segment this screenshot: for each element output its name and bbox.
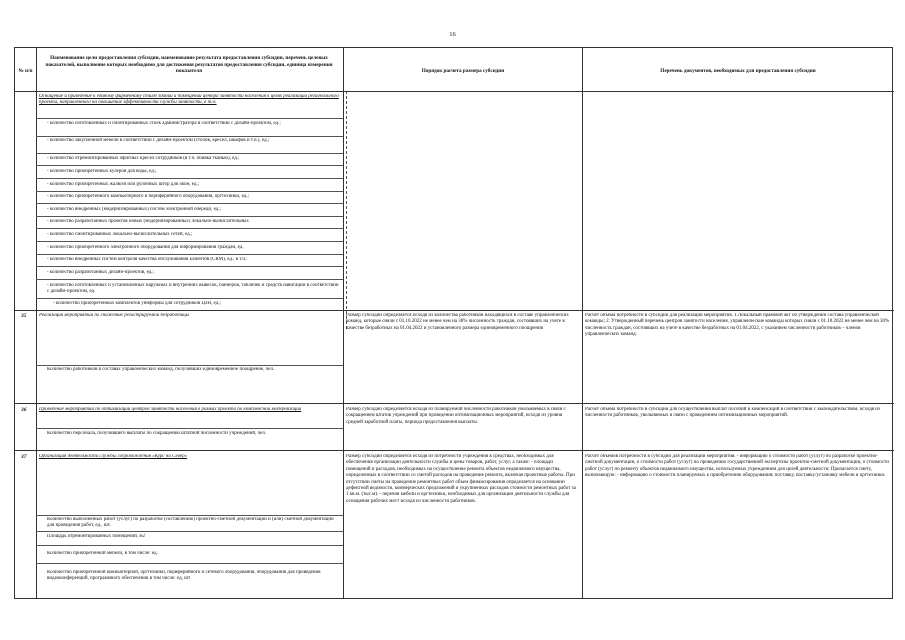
row-divider <box>36 298 343 299</box>
list-item: - количество внедренных (модернизированных) систем электронной очереди, ед.; <box>47 207 221 212</box>
row-divider <box>15 450 894 451</box>
section-title: Оснащение и приведение к единому фирменному стилю зданий и помещений центра занятости населения в целях реализации регионального проекта, направленного на повышение эффективности службы занятости, в т.ч: <box>39 94 339 106</box>
indicator: Количество работников в составах управленческих команд, получивших единовременное поощрение, чел. <box>47 367 275 372</box>
row-divider <box>15 403 894 404</box>
docs-text: Расчет объема потребности в субсидии для осуществления выплат пособий и компенсаций в соответствии с законодательством, исходя из численности работников, увольняемых в связи с проведением оптимизационных мероприятий. <box>585 407 880 419</box>
row-title: Проведение мероприятий по оптимизации центров занятости населения в рамках проекта по комплексной модернизации <box>39 407 302 412</box>
row-divider <box>36 216 343 217</box>
header-col-goal: Наименование цели предоставления субсидии, наименование результата предоставления субсидии, перечень целевых показателей, выполнение которых необходимо для достижения результатов предоставления субсидии, единица измерения показателя <box>45 55 333 75</box>
list-item: - количество приобретенного компьютерного и периферийного оборудования, оргтехники, ед.; <box>47 194 249 199</box>
indicator: Количество приобретенной компьютерной, оргтехники, периферийного и сетевого оборудования, оборудования для проведения видеоконференций, программного обеспечения в том числе: ед, шт <box>47 570 321 582</box>
row-divider <box>36 531 343 532</box>
row-divider <box>36 279 343 280</box>
row-divider <box>36 178 343 179</box>
docs-text: Расчет объемов потребности в субсидии для реализации мероприятия. - информацию о стоимости работ (услуг) по разработке проектно-сметной документации, о стоимости работ (услуг) по проведению государственной экспертизы проектно-сметной документации, о стоимости работ (услуг) по ремонту объектов недвижимого имущества, используемых учреждением для целей деятельности; Прилагается смету, включающую: - информацию о стоимости планируемых к приобретению оборудования; поставку, поставку/установку мебели и оргтехники. <box>585 454 889 479</box>
row-title: Организация деятельности службы сопровождения «Курс на Север» <box>39 454 188 459</box>
docs-text: Расчет объема потребности в субсидии для реализации мероприятия. 1.Локальный правовой акт об утверждении состава управленческой команды; 2. Утвержденный перечень центров занятости населения, управленческие команды которых сняли с 01.10.2022 не менее чем на 30% численность граждан, состоявших на учете в качестве безработных на 01.04.2022, с указанием численности работников – членов управленческих команд. <box>585 313 890 338</box>
list-item: - количество отремонтированных офисных кресел сотрудников (в т.ч. обивка тканью), ед.; <box>47 156 240 161</box>
row-divider <box>15 310 894 311</box>
list-item: - количество приобретенных кулеров для воды, ед.; <box>47 169 157 174</box>
row-divider <box>36 563 343 564</box>
indicator: Количество выполненных работ (услуг) по разработке (составлению) проектно-сметной документации и (или) сметной документации для проведения работ, ед., шт. <box>47 517 334 529</box>
indicator: Площадь отремонтированных помещений, м2 <box>47 534 146 539</box>
list-item: - количество смонтированных локально-вычислительных сетей, ед.; <box>47 232 193 237</box>
list-item: - количество приобретенных комплектов униформы для сотрудников ЦЗН, ед.; <box>53 301 221 306</box>
row-divider <box>36 241 343 242</box>
indicator: Количество приобретенной мебели, в том числе: ед. <box>47 551 158 556</box>
calc-text: Размер субсидии определяется исходя из количества работников находящихся в составе управленческих команд, которые сняли с 01.10.2022 не менее чем на 30% численность граждан, состоявших на учете в качестве безработных на 01.04.2022 и установленного размера единовременного поощрения <box>346 313 569 331</box>
list-item: - количество приобретенного электронного оборудования для информирования граждан, ед. <box>47 245 244 250</box>
row-number: 37 <box>21 454 27 460</box>
list-item: - количество разработанных дизайн-проектов, ед.; <box>47 270 154 275</box>
row-divider <box>36 365 343 366</box>
page-number: 16 <box>449 31 456 38</box>
row-title: Реализация мероприятий по снижению регистрируемой безработицы <box>39 313 190 318</box>
indicator: Количество персонала, получившего выплаты по сокращению штатной численности учреждений, чел. <box>47 431 267 436</box>
column-divider-dashed <box>346 91 347 329</box>
row-divider <box>36 515 343 516</box>
document-table <box>14 47 893 599</box>
row-divider <box>36 266 343 267</box>
calc-text: Размер субсидии определяется исходя из потребности учреждения в средствах, необходимых для обеспечения организации деятельности службы и цены товаров, работ, услуг, а также: - площади помещений и расходов, необходимых на осуществление ремонта объектов недвижимого имущества, определенных в соответствии со сметой расходов на проведение ремонта, включая проектные работы. При отсутствии сметы на проведение ремонтных работ объем финансирования определяется на основании дефектной ведомости, коммерческих предложений и укрупненных расходов стоимости ремонтных работ за 1 кв.м. (тыс.м). - перечня мебели и оргтехники, необходимых для организации деятельности службы для оснащения рабочих мест исходя из численности работников. <box>346 454 576 504</box>
row-divider <box>36 228 343 229</box>
row-divider <box>36 545 343 546</box>
list-item: - количество закупленной мебели в соответствии с дизайн-проектом (столов, кресел, шкафов и т.п.), ед.; <box>47 138 270 143</box>
list-item: - количество разработанных проектов новых (модернизированных) локально-вычислительных <box>47 219 249 224</box>
calc-text: Размер субсидии определяется исходя из планируемой численности работников увольняемых в связи с сокращением штатов учреждений при проведении оптимизационных мероприятий, исходя из уровня средней заработной платы, периода предоставления выплаты. <box>346 407 566 425</box>
row-number: 35 <box>21 313 27 319</box>
list-item: - количество внедрённых систем контроля качества обслуживания клиентов (CRM), ед., в т.ч.: <box>47 257 248 262</box>
row-divider <box>36 254 343 255</box>
row-number: 36 <box>21 407 27 413</box>
row-divider <box>36 136 343 137</box>
header-col-docs: Перечень документов, необходимых для предоставления субсидии <box>660 68 816 74</box>
row-divider <box>36 203 343 204</box>
row-divider <box>36 118 343 119</box>
column-divider <box>582 48 583 598</box>
list-item: - количество приобретенных жалюзи или рулонных штор для окон, ед.; <box>47 182 200 187</box>
header-col-num: № п/п <box>18 68 33 74</box>
row-divider <box>36 153 343 154</box>
column-divider <box>343 48 344 598</box>
row-divider <box>36 428 343 429</box>
header-divider <box>15 91 894 92</box>
row-divider <box>36 191 343 192</box>
header-col-calc: Порядок расчета размера субсидии <box>421 68 505 74</box>
row-divider <box>36 165 343 166</box>
list-item: - количество изготовленных и установленных наружных и внутренних вывесок, баннеров, табличек и средств навигации в соответствии с дизайн-проектом, ед. <box>47 283 339 295</box>
list-item: - количество изготовленных и смонтированных стоек администратора в соответствии с дизайн-проектом, ед.; <box>47 121 281 126</box>
